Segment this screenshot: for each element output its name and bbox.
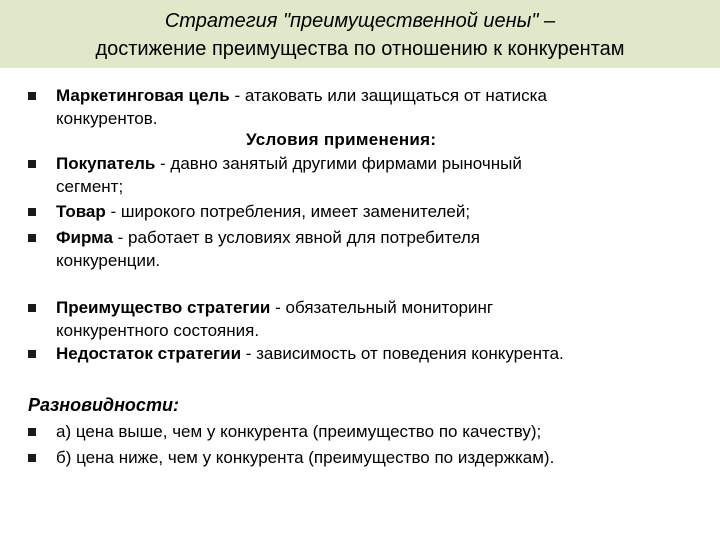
- goal-label: Маркетинговая цель: [56, 86, 230, 105]
- advantage-text-continued: конкурентного состояния.: [56, 321, 260, 340]
- square-bullet-icon: [28, 208, 36, 216]
- condition-item: [0, 152, 720, 198]
- condition-text-continued: конкуренции.: [56, 251, 161, 270]
- variety-item: [0, 446, 720, 469]
- goal-text-continued: конкурентов.: [56, 109, 158, 128]
- square-bullet-icon: [28, 160, 36, 168]
- slide-header: [0, 0, 720, 68]
- square-bullet-icon: [28, 304, 36, 312]
- condition-label: Покупатель: [56, 154, 156, 173]
- goal-text: - атаковать или защищаться от натиска: [229, 86, 547, 105]
- condition-item: [0, 226, 720, 272]
- square-bullet-icon: [28, 350, 36, 358]
- variety-item: [0, 420, 720, 443]
- square-bullet-icon: [28, 454, 36, 462]
- disadvantage-text: - зависимость от поведения конкурента.: [241, 344, 564, 363]
- square-bullet-icon: [28, 234, 36, 242]
- condition-label: Фирма: [56, 228, 113, 247]
- advantage-text: - обязательный мониторинг: [270, 298, 494, 317]
- condition-text-continued: сегмент;: [56, 177, 124, 196]
- variety-text: б) цена ниже, чем у конкурента (преимущество по издержкам).: [56, 448, 555, 467]
- conditions-heading: Условия применения:: [246, 130, 437, 149]
- disadvantage-item: [0, 342, 720, 365]
- condition-text: - широкого потребления, имеет заменителей;: [105, 202, 471, 221]
- square-bullet-icon: [28, 92, 36, 100]
- condition-text: - давно занятый другими фирмами рыночный: [155, 154, 522, 173]
- disadvantage-label: Недостаток стратегии: [56, 344, 242, 363]
- advantage-item: [0, 296, 720, 342]
- slide-title: Стратегия "преимущественной иены" –: [164, 10, 556, 32]
- goal-item: [0, 84, 720, 130]
- square-bullet-icon: [28, 428, 36, 436]
- variety-text: а) цена выше, чем у конкурента (преимущество по качеству);: [56, 422, 542, 441]
- slide-subtitle: достижение преимущества по отношению к конкурентам: [95, 38, 625, 60]
- condition-label: Товар: [56, 202, 106, 221]
- condition-item: [0, 200, 720, 223]
- condition-text: - работает в условиях явной для потребителя: [112, 228, 481, 247]
- advantage-label: Преимущество стратегии: [56, 298, 271, 317]
- varieties-heading: Разновидности:: [28, 395, 179, 415]
